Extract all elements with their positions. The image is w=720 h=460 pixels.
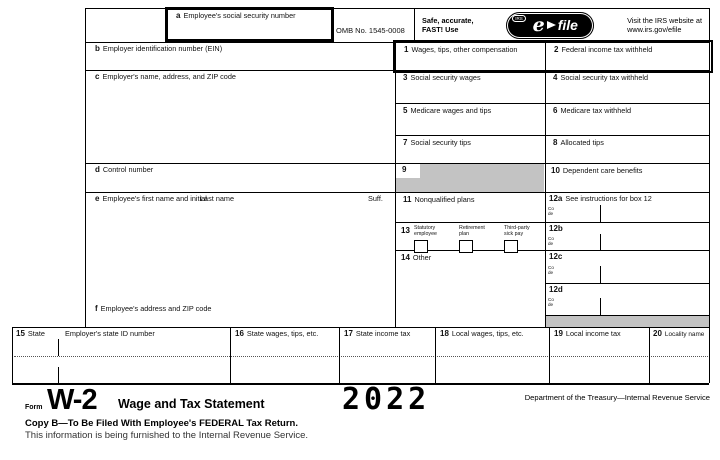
efile-file-text: file — [557, 17, 578, 33]
box-15-state-label: State — [27, 329, 45, 338]
box-c-caption — [95, 73, 236, 82]
last-name-label — [200, 195, 234, 203]
box-6-caption — [553, 107, 631, 116]
box-12a-code-label: Code — [548, 206, 554, 217]
box-2-caption — [554, 46, 652, 55]
box-20-label: Locality name — [664, 331, 705, 338]
box-9-field — [396, 164, 544, 191]
box-14-number: 14 — [401, 253, 410, 262]
retirement-plan-group — [459, 225, 501, 253]
box-12c-code-label: Code — [548, 265, 554, 276]
tagline-line2: FAST! Use — [422, 25, 459, 34]
box-3-caption — [403, 74, 481, 83]
box-6-field[interactable] — [546, 104, 708, 134]
box-1-field[interactable] — [396, 43, 544, 68]
retirement-label-line2: plan — [459, 231, 470, 238]
form-word: Form — [25, 404, 43, 411]
statutory-label-line1: Statutory — [414, 225, 436, 231]
box-12b-caption — [549, 225, 566, 234]
box-5-field[interactable] — [396, 104, 544, 134]
box-19-field[interactable] — [550, 328, 648, 382]
box-12c-caption — [549, 253, 565, 262]
box-5-number: 5 — [403, 106, 408, 115]
visit-line1: Visit the IRS website at — [627, 15, 702, 25]
box-3-field[interactable] — [396, 71, 544, 102]
box-19-label: Local income tax — [565, 329, 621, 338]
box-d-field[interactable] — [86, 164, 394, 191]
box-8-field[interactable] — [546, 136, 708, 162]
box-6-number: 6 — [553, 106, 558, 115]
box-20-caption — [653, 330, 704, 339]
state-id-caption — [65, 330, 155, 338]
box-4-number: 4 — [553, 73, 558, 82]
box-17-number: 17 — [344, 329, 353, 338]
box-b-number: b — [95, 44, 100, 53]
box-2-number: 2 — [554, 45, 559, 54]
box-7-caption — [403, 139, 471, 148]
box-c-field[interactable] — [86, 71, 394, 162]
box-19-number: 19 — [554, 329, 563, 338]
box-17-label: State income tax — [355, 329, 411, 338]
department-note: Department of the Treasury—Internal Revenue Service — [524, 393, 710, 402]
box-12d-code-label: Code — [548, 297, 554, 308]
box-c-number: c — [95, 72, 100, 81]
box-f-caption — [95, 305, 211, 314]
box-12a-number: 12a — [549, 194, 563, 203]
box-b-field[interactable] — [86, 43, 394, 69]
state-id-label: Employer's state ID number — [65, 329, 155, 338]
box-8-caption — [553, 139, 604, 148]
efile-tagline — [422, 16, 474, 35]
efile-banner — [414, 8, 710, 42]
box-e-label: Employee's first name and initial — [102, 194, 207, 203]
box-20-number: 20 — [653, 329, 662, 338]
box-10-field[interactable] — [546, 164, 708, 191]
box-d-caption — [95, 166, 153, 175]
visit-url: www.irs.gov/efile — [627, 25, 682, 34]
box-12c-field[interactable] — [546, 251, 708, 282]
box-8-label: Allocated tips — [560, 138, 604, 147]
box-15-number: 15 — [16, 329, 25, 338]
third-party-sick-pay-group — [504, 225, 546, 253]
box-2-field[interactable] — [546, 43, 708, 68]
box-e-field[interactable] — [86, 193, 394, 293]
box-4-field[interactable] — [546, 71, 708, 102]
box-18-label: Local wages, tips, etc. — [451, 329, 524, 338]
box-15-field[interactable] — [13, 328, 229, 382]
box-3-label: Social security wages — [410, 73, 481, 82]
statutory-label-line2: employee — [414, 231, 437, 238]
box-5-caption — [403, 107, 491, 116]
shaded-strip — [546, 316, 709, 327]
box-1-caption — [404, 46, 517, 55]
irs-efile-logo — [506, 12, 594, 39]
box-4-label: Social security tax withheld — [560, 73, 649, 82]
irs-website-note — [627, 16, 702, 35]
box-2-label: Federal income tax withheld — [561, 45, 653, 54]
box-9-caption — [402, 166, 409, 175]
box-16-number: 16 — [235, 329, 244, 338]
box-a-number: a — [176, 11, 181, 20]
box-4-caption — [553, 74, 648, 83]
box-a-caption — [176, 12, 296, 21]
box-12c-number: 12c — [549, 252, 563, 261]
box-9-number: 9 — [402, 165, 407, 174]
last-name-text: Last name — [200, 194, 235, 203]
box-11-number: 11 — [403, 195, 412, 204]
box-b-caption — [95, 45, 222, 54]
box-5-label: Medicare wages and tips — [410, 106, 492, 115]
grid-line — [545, 315, 709, 316]
irs-badge: IRS — [512, 15, 526, 23]
box-10-label: Dependent care benefits — [562, 166, 643, 175]
box-14-caption — [401, 254, 431, 263]
box-b-label: Employer identification number (EIN) — [102, 44, 223, 53]
box-14-field[interactable] — [396, 251, 544, 326]
suffix-label — [368, 195, 383, 203]
box-7-number: 7 — [403, 138, 408, 147]
box-8-number: 8 — [553, 138, 558, 147]
box-12b-number: 12b — [549, 224, 563, 233]
sick-pay-label-line1: Third-party — [504, 225, 530, 231]
efile-e-text: e — [532, 13, 545, 36]
box-12d-number: 12d — [549, 285, 563, 294]
box-11-label: Nonqualified plans — [414, 195, 475, 204]
box-18-field[interactable] — [436, 328, 548, 382]
retirement-label-line1: Retirement — [459, 225, 485, 231]
box-12d-field[interactable] — [546, 284, 708, 314]
box-6-label: Medicare tax withheld — [560, 106, 632, 115]
box-f-label: Employee's address and ZIP code — [100, 304, 212, 313]
tax-year: 2022 — [342, 382, 431, 417]
box-12a-field[interactable] — [546, 193, 708, 221]
statutory-employee-group — [414, 225, 456, 253]
box-f-field[interactable] — [86, 293, 394, 326]
box-1-label: Wages, tips, other compensation — [411, 45, 518, 54]
box-13-number: 13 — [401, 226, 410, 235]
copy-b-note: Copy B—To Be Filed With Employee's FEDERAL Tax Return. — [25, 418, 298, 429]
box-17-field[interactable] — [340, 328, 434, 382]
box-10-caption — [551, 167, 642, 176]
form-number-title: W-2 — [47, 384, 97, 416]
box-18-caption — [440, 330, 524, 339]
box-13-field — [396, 223, 544, 249]
box-19-caption — [554, 330, 621, 339]
box-e-caption — [95, 195, 207, 204]
box-20-field[interactable] — [650, 328, 708, 382]
box-7-label: Social security tips — [410, 138, 471, 147]
box-11-caption — [403, 196, 475, 205]
sick-pay-label-line2: sick pay — [504, 231, 524, 238]
box-16-caption — [235, 330, 318, 339]
form-title: Wage and Tax Statement — [118, 397, 265, 411]
furnished-note: This information is being furnished to the Internal Revenue Service. — [25, 430, 309, 441]
box-d-label: Control number — [102, 165, 154, 174]
suffix-text: Suff. — [368, 194, 383, 203]
box-e-number: e — [95, 194, 100, 203]
box-d-number: d — [95, 165, 100, 174]
box-12b-field[interactable] — [546, 223, 708, 249]
box-14-label: Other — [412, 253, 432, 262]
box-12b-code-label: Code — [548, 236, 554, 247]
box-10-number: 10 — [551, 166, 560, 175]
box-18-number: 18 — [440, 329, 449, 338]
box-11-field[interactable] — [396, 193, 544, 221]
box-a-field[interactable] — [168, 10, 325, 33]
omb-number: OMB No. 1545-0008 — [336, 26, 405, 35]
box-12a-label: See instructions for box 12 — [565, 194, 652, 203]
box-15-caption — [16, 330, 45, 339]
box-3-number: 3 — [403, 73, 408, 82]
box-f-number: f — [95, 304, 98, 313]
box-16-label: State wages, tips, etc. — [246, 329, 319, 338]
box-7-field[interactable] — [396, 136, 544, 162]
box-17-caption — [344, 330, 410, 339]
box-12d-caption — [549, 286, 566, 295]
box-c-label: Employer's name, address, and ZIP code — [102, 72, 236, 81]
efile-arrow-icon — [547, 21, 556, 29]
box-16-field[interactable] — [231, 328, 338, 382]
tagline-line1: Safe, accurate, — [422, 15, 474, 25]
box-a-label: Employee's social security number — [183, 11, 296, 20]
box-12a-caption — [549, 195, 652, 204]
box-1-number: 1 — [404, 45, 409, 54]
